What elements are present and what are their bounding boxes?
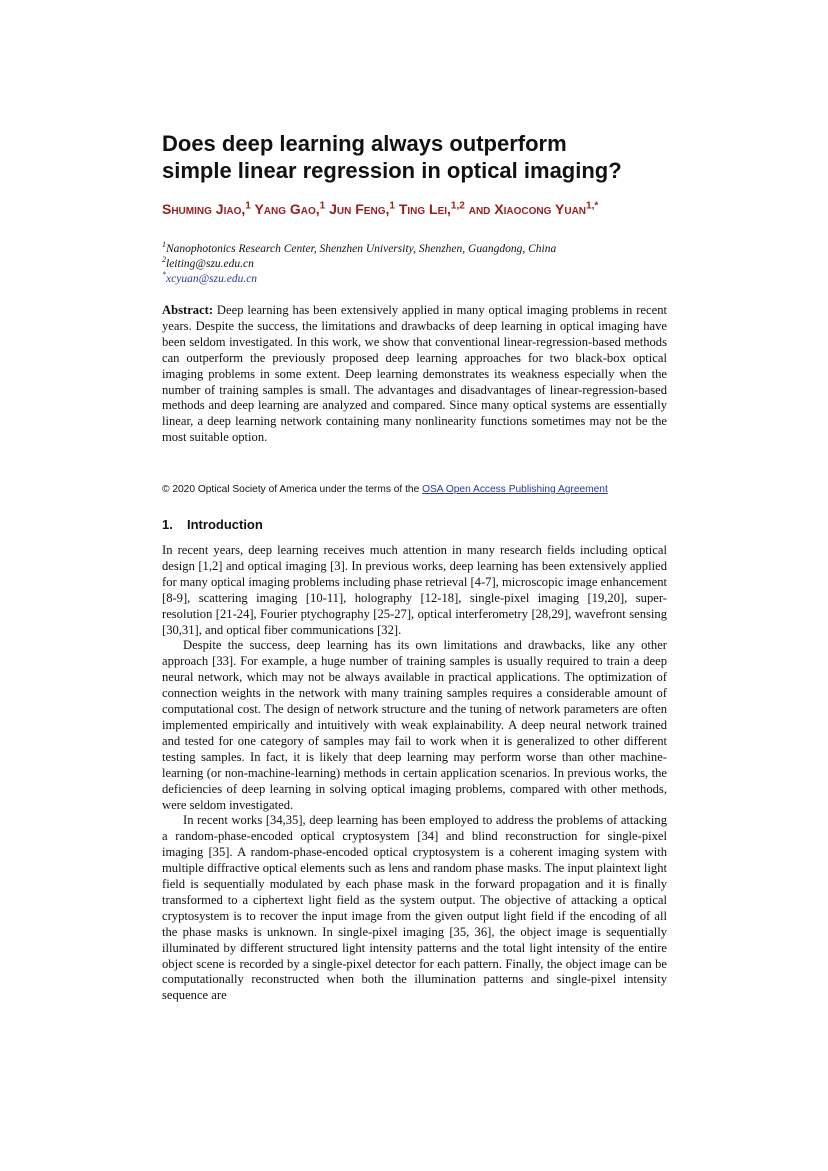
osa-agreement-link[interactable]: OSA Open Access Publishing Agreement xyxy=(422,484,608,495)
author-sup: 1,2 xyxy=(450,200,465,212)
abstract xyxy=(162,303,667,446)
author-sup: 1 xyxy=(245,200,251,212)
author-sup: 1 xyxy=(319,200,326,212)
abstract-label: Abstract: xyxy=(162,303,214,317)
paragraph: Despite the success, deep learning has its own limitations and drawbacks, like any other approach [33]. For example, a huge number of training samples is usually required to train a deep neural network, which may not be always available in practical applications. The optimization of connection weights in the network with many training samples requires a considerable amount of computational cost. The design of network structure and the tuning of network parameters are often implemented empirically and intuitively with weak explainability. A deep neural network trained and tested for one category of samples may fail to work when it is generalized to other different testing samples. In fact, it is likely that deep learning may perform worse than other machine-learning (or non-machine-learning) methods in certain application scenarios. In previous works, the deficiencies of deep learning in solving optical imaging problems, compared with other methods, were seldom investigated. xyxy=(162,638,667,812)
email-text: leiting@szu.edu.cn xyxy=(166,258,254,270)
affiliation-1 xyxy=(162,242,682,257)
affiliation-2 xyxy=(162,257,682,272)
affiliation-text: Nanophotonics Research Center, Shenzhen University, Shenzhen, Guangdong, China xyxy=(166,243,557,255)
paragraph: In recent works [34,35], deep learning has been employed to address the problems of attacking a random-phase-encoded optical cryptosystem [34] and blind reconstruction for single-pixel imaging [35]. A random-phase-encoded optical cryptosystem is a coherent imaging system with multiple diffractive optical elements such as lens and random phase masks. The input plaintext light field is sequentially modulated by each phase mask in the forward propagation and it is finally transformed to a ciphertext light field as the system output. The objective of attacking a optical cryptosystem is to recover the input image from the given output light field if the encoding of all the phase masks is unknown. In single-pixel imaging [35, 36], the object image is sequentially illuminated by different structured light intensity patterns and the total light intensity of the entire object scene is recorded by a single-pixel detector for each pattern. Finally, the object image can be computationally reconstructed when both the illumination patterns and single-pixel intensity sequence are xyxy=(162,813,667,1003)
author-name: Shuming Jiao, xyxy=(162,201,246,217)
section-title: Introduction xyxy=(187,517,263,532)
affiliation-sup: 1 xyxy=(162,240,166,250)
section-heading xyxy=(162,516,667,534)
copyright-notice xyxy=(162,483,682,497)
title-line-1: Does deep learning always outperform xyxy=(162,131,567,156)
affiliation-sup: * xyxy=(162,270,166,280)
affiliations xyxy=(162,242,682,287)
affiliation-sup: 2 xyxy=(162,255,166,265)
paper-title xyxy=(162,130,702,184)
author-sup: 1 xyxy=(389,200,395,212)
author-name: and Xiaocong Yuan xyxy=(468,201,587,217)
author-list xyxy=(162,199,682,219)
section-number: 1. xyxy=(162,517,173,532)
abstract-text: Deep learning has been extensively applied in many optical imaging problems in recent years. Despite the success, the limitations and drawbacks of deep learning in optical imaging have been seldom investigated. In this work, we show that conventional linear-regression-based methods can outperform the previously proposed deep learning approaches for two black-box optical imaging problems in some extent. Deep learning demonstrates its weakness especially when the number of training samples is small. The advantages and disadvantages of linear-regression-based methods and deep learning are analyzed and compared. Since many optical systems are essentially linear, a deep learning network containing many nonlinearity functions sometimes may not be the most suitable option. xyxy=(162,303,667,445)
affiliation-3 xyxy=(162,272,682,287)
title-line-2: simple linear regression in optical imaging? xyxy=(162,158,622,183)
author-name: Jun Feng, xyxy=(329,201,390,217)
body-text xyxy=(162,543,667,1004)
copyright-text: © 2020 Optical Society of America under the terms of the xyxy=(162,484,423,495)
paragraph: In recent years, deep learning receives much attention in many research fields including optical design [1,2] and optical imaging [3]. In previous works, deep learning has been extensively applied for many optical imaging problems including phase retrieval [4-7], microscopic image enhancement [8-9], scattering imaging [10-11], holography [12-18], single-pixel imaging [19,20], super-resolution [21-24], Fourier ptychography [25-27], optical interferometry [28,29], wavefront sensing [30,31], and optical fiber communications [32]. xyxy=(162,543,667,637)
author-name: Yang Gao, xyxy=(254,201,320,217)
author-name: Ting Lei, xyxy=(398,201,451,217)
email-link[interactable]: xcyuan@szu.edu.cn xyxy=(166,273,258,285)
author-sup: 1,* xyxy=(586,200,599,212)
